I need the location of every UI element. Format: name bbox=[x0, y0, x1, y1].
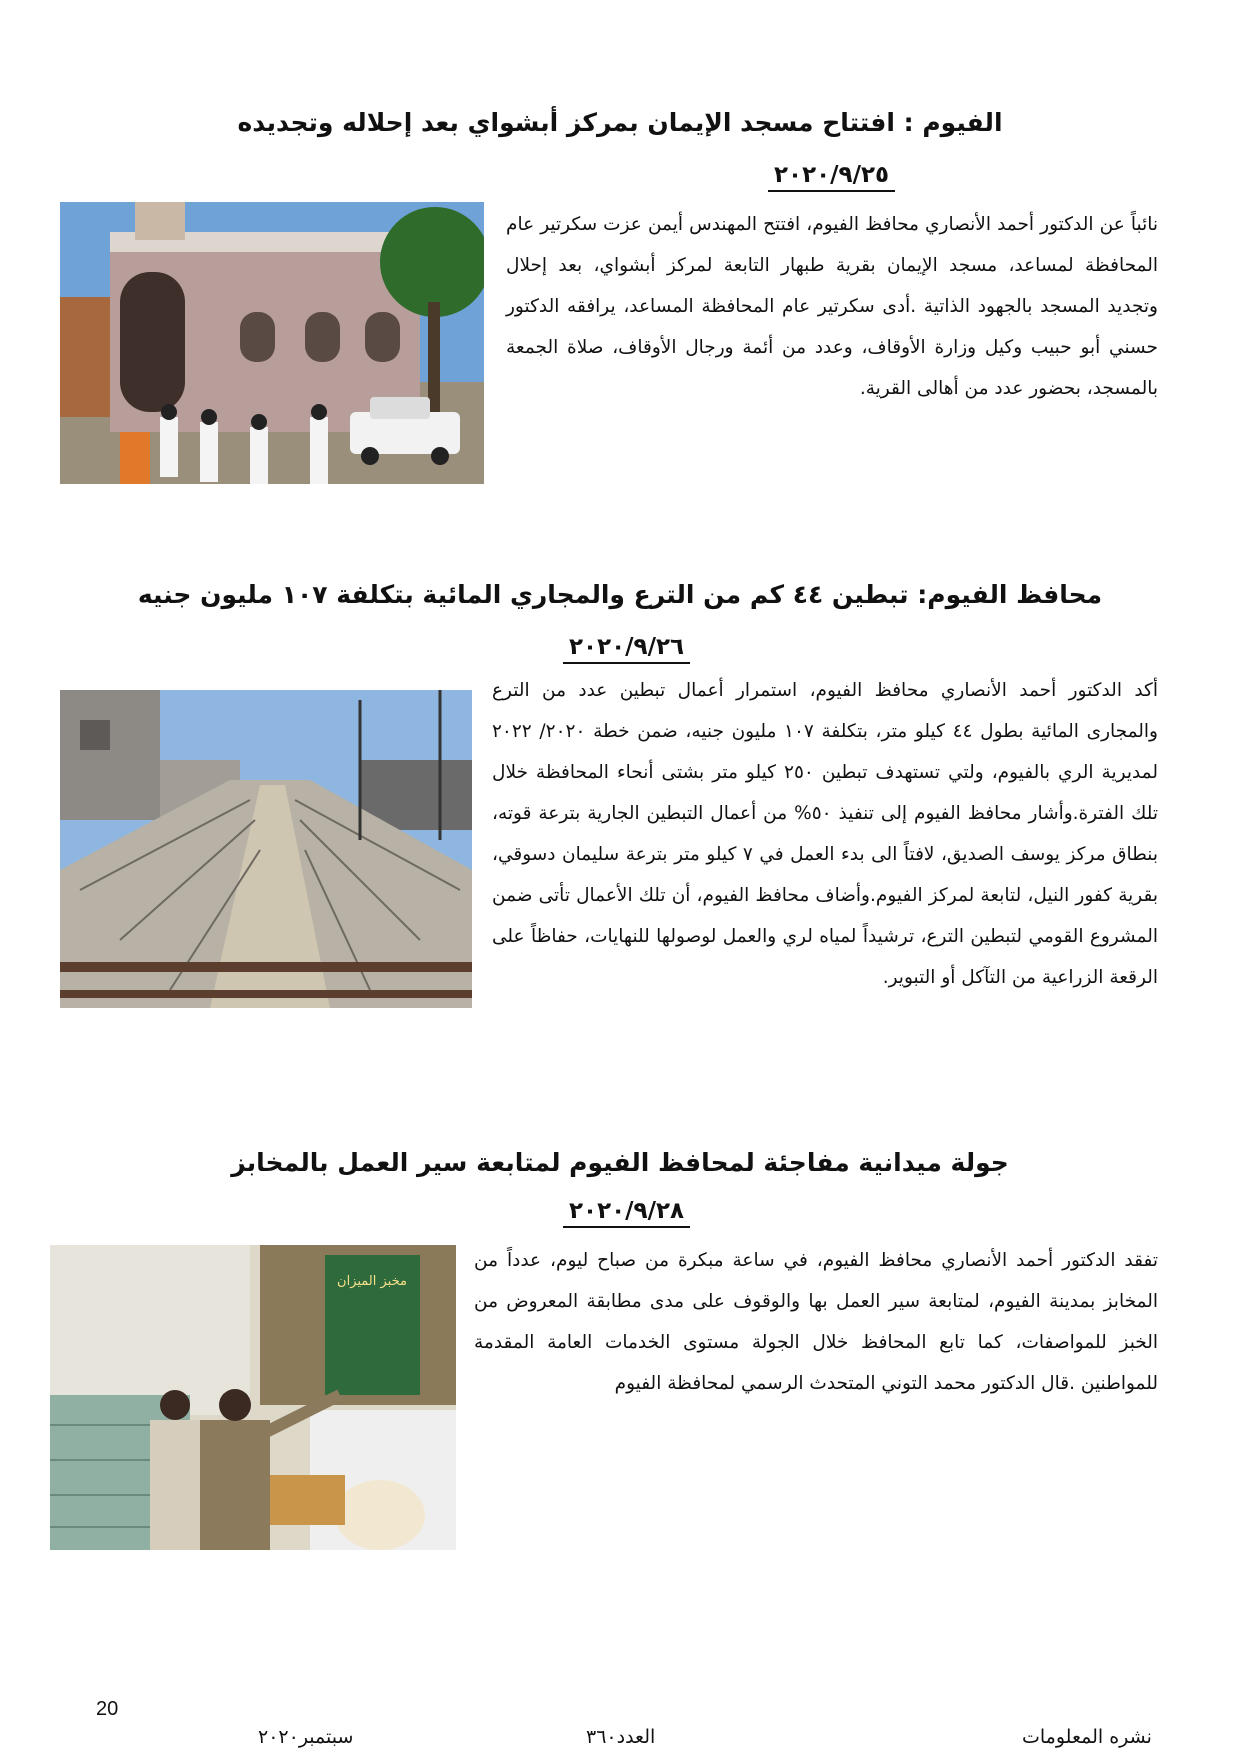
article-2-title: محافظ الفيوم: تبطين ٤٤ كم من الترع والمجاري المائية بتكلفة ١٠٧ مليون جنيه bbox=[137, 580, 1103, 609]
article-2-body: أكد الدكتور أحمد الأنصاري محافظ الفيوم، استمرار أعمال تبطين عدد من الترع والمجارى المائية بطول ٤٤ كيلو متر، بتكلفة ١٠٧ مليون جنيه، ضمن خطة ٢٠٢٠/ ٢٠٢٢ لمديرية الري بالفيوم، ولتي تستهدف تبطين ٢٥٠ كيلو متر بشتى أنحاء المحافظة خلال تلك الفترة.وأشار محافظ الفيوم إلى تنفيذ ٥٠% من أعمال التبطين الجارية بترعة قوته، بنطاق مركز يوسف الصديق، لافتاً الى بدء العمل في ٧ كيلو متر بترعة سليمان دسوقي، بقرية كفور النيل، لتابعة لمركز الفيوم.وأضاف محافظ الفيوم، أن تلك الأعمال تأتى ضمن المشروع القومي لتبطين الترع، ترشيداً لمياه لري والعمل لوصولها للنهايات، حفاظاً على الرقعة الزراعية من التآكل أو التبوير. bbox=[492, 680, 1159, 988]
article-1-body: نائباً عن الدكتور أحمد الأنصاري محافظ الفيوم، افتتح المهندس أيمن عزت سكرتير عام المحافظة لمساعد، مسجد الإيمان بقرية طبهار التابعة لمركز أبشواي، بعد إحلال وتجديد المسجد بالجهود الذاتية .أدى سكرتير عام المحافظة المساعد، يرافقه الدكتور حسني أبو حبيب وكيل وزارة الأوقاف، وعدد من أئمة ورجال الأوقاف، صلاة الجمعة بالمسجد، بحضور عدد من أهالى القرية. bbox=[506, 214, 1158, 399]
footer-publication: نشره المعلومات bbox=[1022, 1726, 1152, 1748]
mosque-photo-icon bbox=[60, 202, 484, 484]
page-number: 20 bbox=[96, 1698, 119, 1720]
bakery-sign-text: مخبز الميزان bbox=[337, 1274, 407, 1289]
footer-month: سبتمبر٢٠٢٠ bbox=[258, 1726, 354, 1748]
article-3-title: جولة ميدانية مفاجئة لمحافظ الفيوم لمتابعة سير العمل بالمخابز bbox=[231, 1148, 1009, 1177]
article-3-image bbox=[50, 1245, 456, 1550]
footer-issue: العدد٣٦٠ bbox=[586, 1726, 656, 1748]
article-3-date: ٢٠٢٠/٩/٢٨ bbox=[563, 1198, 690, 1228]
article-2-date: ٢٠٢٠/٩/٢٦ bbox=[563, 634, 690, 664]
article-1-date: ٢٠٢٠/٩/٢٥ bbox=[768, 162, 895, 192]
article-1-image bbox=[60, 202, 484, 484]
canal-lining-photo-icon bbox=[60, 690, 472, 1008]
article-3-body: تفقد الدكتور أحمد الأنصاري محافظ الفيوم، في ساعة مبكرة من صباح ليوم، عدداً من المخابز بمدينة الفيوم، لمتابعة سير العمل بها والوقوف على مدى مطابقة المعروض من الخبز للمواصفات، كما تابع المحافظ خلال الجولة مستوى الخدمات العامة المقدمة للمواطنين .قال الدكتور محمد التوني المتحدث الرسمي لمحافظة الفيوم bbox=[474, 1250, 1158, 1394]
article-2-image bbox=[60, 690, 472, 1008]
article-1-title: الفيوم : افتتاح مسجد الإيمان بمركز أبشواي بعد إحلاله وتجديده bbox=[237, 108, 1003, 137]
bakery-photo-icon bbox=[50, 1245, 456, 1550]
